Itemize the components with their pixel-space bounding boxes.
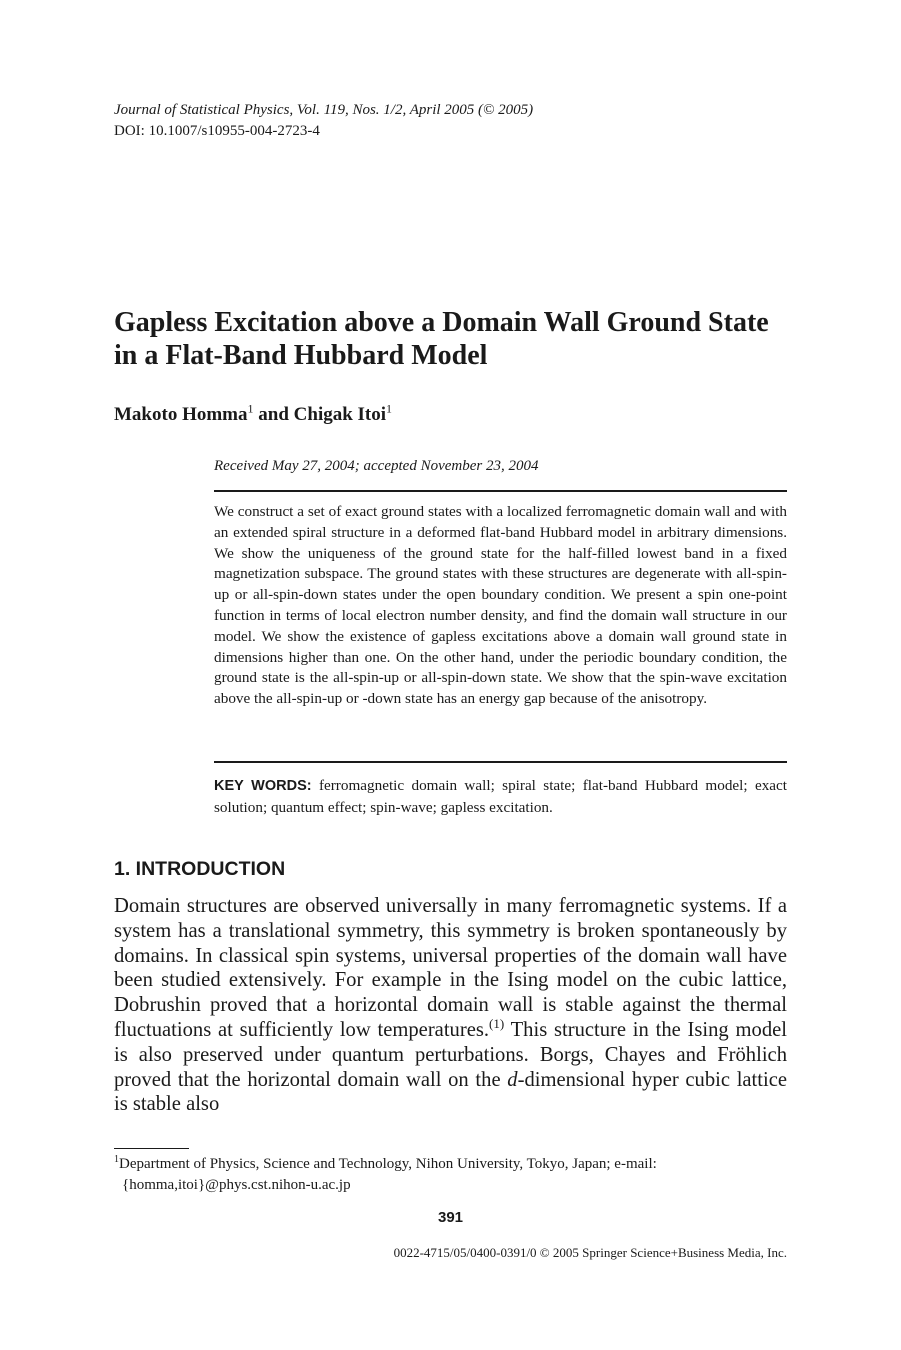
page-number: 391 [437, 1209, 464, 1226]
footnote-marker: 1 [114, 1154, 119, 1165]
footnote-affiliation: Department of Physics, Science and Technology, Nihon University, Tokyo, Japan; e-mail: [119, 1156, 657, 1172]
author-name: Chigak Itoi [293, 404, 387, 425]
introduction-paragraph [114, 894, 787, 1117]
received-dates: Received May 27, 2004; accepted November 23, 2004 [214, 458, 539, 474]
keywords-text: ferromagnetic domain wall; spiral state; flat-band Hubbard model; exact solution; quantum effect; spin-wave; gapless excitation. [214, 777, 788, 816]
footnote [114, 1154, 787, 1196]
doi: DOI: 10.1007/s10955-004-2723-4 [114, 123, 320, 139]
section-heading: 1. INTRODUCTION [114, 858, 286, 880]
keywords [214, 775, 787, 818]
body-text-part: -dimensional hyper cubic lattice is stable also [114, 1068, 788, 1116]
title-line-2: in a Flat-Band Hubbard Model [114, 340, 488, 371]
body-text-part: Domain structures are observed universally in many ferromagnetic systems. If a system has a translational symmetry, this symmetry is broken spontaneously by domains. In classical spin systems, universal properties of the domain wall have been studied extensively. For example in the Ising model on the cubic lattice, Dobrushin proved that a horizontal domain wall is stable against the thermal fluctuations at sufficiently low temperatures. [114, 895, 787, 1041]
abstract-bottom-rule [214, 761, 787, 763]
math-variable: d [507, 1068, 518, 1091]
copyright-line: 0022-4715/05/0400-0391/0 © 2005 Springer Science+Business Media, Inc. [393, 1245, 787, 1260]
footnote-rule [114, 1148, 189, 1149]
footnote-email: {homma,itoi}@phys.cst.nihon-u.ac.jp [122, 1177, 351, 1193]
author-name: Makoto Homma [114, 404, 248, 425]
abstract-top-rule [214, 490, 787, 492]
title-line-1: Gapless Excitation above a Domain Wall Ground State [114, 307, 769, 338]
keywords-label: KEY WORDS: [214, 778, 312, 794]
journal-citation: Journal of Statistical Physics, Vol. 119, Nos. 1/2, April 2005 (© 2005) [114, 102, 534, 118]
affiliation-marker: 1 [386, 401, 393, 416]
paper-title [114, 306, 814, 372]
reference-marker: (1) [489, 1016, 505, 1032]
body-text-part: This structure in the Ising model is also preserved under quantum perturbations. Borgs, Chayes and Fröhlich proved that the horizontal domain wall on the [114, 1018, 787, 1091]
author-conjunction: and [253, 404, 294, 425]
author-list [114, 402, 392, 428]
abstract: We construct a set of exact ground states with a localized ferromagnetic domain wall and with an extended spiral structure in a deformed flat-band Hubbard model in arbitrary dimensions. We show the uniqueness of the ground state for the half-filled lowest band in a fixed magnetization subspace. The ground states with these structures are degenerate with all-spin-up or all-spin-down states under the open boundary condition. We present a spin one-point function in terms of local electron number density, and find the domain wall structure in our model. We show the existence of gapless excitations above a domain wall ground state in dimensions higher than one. On the other hand, under the periodic boundary condition, the ground state is the all-spin-up or all-spin-down state. We show that the spin-wave excitation above the all-spin-up or -down state has an energy gap because of the anisotropy. [214, 503, 787, 708]
affiliation-marker: 1 [247, 401, 254, 416]
